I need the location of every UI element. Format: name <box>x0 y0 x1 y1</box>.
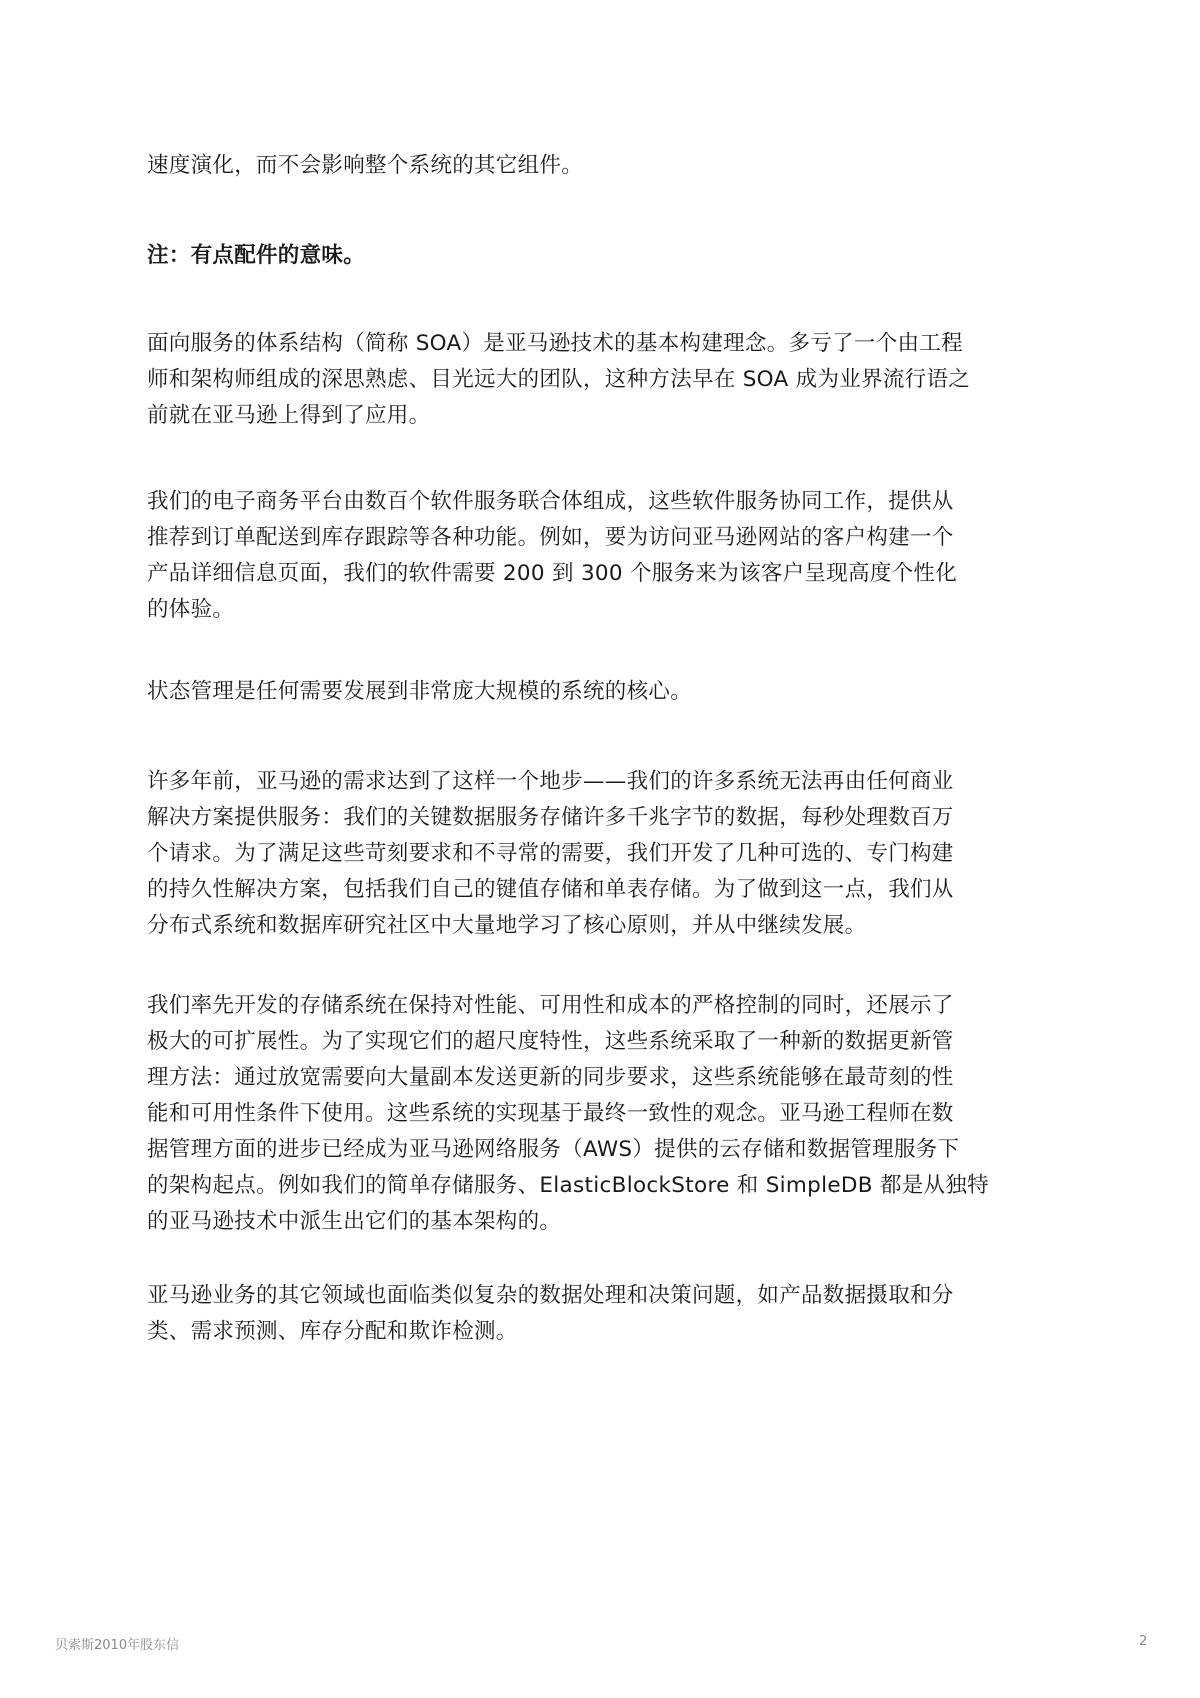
footer-page-number: 2 <box>1139 1634 1148 1649</box>
text-line: 面向服务的体系结构（简称 SOA）是亚马逊技术的基本构建理念。多亏了一个由工程 <box>147 331 963 356</box>
paragraph-soa <box>147 326 970 434</box>
paragraph-storage-needs <box>147 764 954 944</box>
text-line: 个请求。为了满足这些苛刻要求和不寻常的需要，我们开发了几种可选的、专门构建 <box>147 841 954 866</box>
text-line: 的亚马逊技术中派生出它们的基本架构的。 <box>147 1209 562 1234</box>
text-line: 的体验。 <box>147 597 235 622</box>
text-line: 产品详细信息页面，我们的软件需要 200 到 300 个服务来为该客户呈现高度个性化 <box>147 561 958 586</box>
text-line: 解决方案提供服务：我们的关键数据服务存储许多千兆字节的数据，每秒处理数百万 <box>147 805 954 830</box>
text-line: 类、需求预测、库存分配和欺诈检测。 <box>147 1319 518 1344</box>
text-line: 据管理方面的进步已经成为亚马逊网络服务（AWS）提供的云存储和数据管理服务下 <box>147 1137 960 1162</box>
text-line: 推荐到订单配送到库存跟踪等各种功能。例如，要为访问亚马逊网站的客户构建一个 <box>147 525 954 550</box>
footer-document-title: 贝索斯2010年股东信 <box>55 1638 180 1653</box>
text-line: 我们率先开发的存储系统在保持对性能、可用性和成本的严格控制的同时，还展示了 <box>147 993 954 1018</box>
text-line: 前就在亚马逊上得到了应用。 <box>147 403 431 428</box>
text-line: 亚马逊业务的其它领域也面临类似复杂的数据处理和决策问题，如产品数据摄取和分 <box>147 1283 954 1308</box>
paragraph-ecommerce-platform <box>147 484 957 628</box>
paragraph-continuation <box>147 148 583 184</box>
text-line: 的架构起点。例如我们的简单存储服务、ElasticBlockStore 和 SimpleDB 都是从独特 <box>147 1173 989 1198</box>
text-line: 能和可用性条件下使用。这些系统的实现基于最终一致性的观念。亚马逊工程师在数 <box>147 1101 954 1126</box>
paragraph-state-management <box>147 674 692 710</box>
text-line: 极大的可扩展性。为了实现它们的超尺度特性，这些系统采取了一种新的数据更新管 <box>147 1029 954 1054</box>
text-line: 分布式系统和数据库研究社区中大量地学习了核心原则，并从中继续发展。 <box>147 913 867 938</box>
text-line: 理方法：通过放宽需要向大量副本发送更新的同步要求，这些系统能够在最苛刻的性 <box>147 1065 954 1090</box>
text-line: 的持久性解决方案，包括我们自己的键值存储和单表存储。为了做到这一点，我们从 <box>147 877 954 902</box>
text-line: 许多年前，亚马逊的需求达到了这样一个地步——我们的许多系统无法再由任何商业 <box>147 769 954 794</box>
text-line: 师和架构师组成的深思熟虑、目光远大的团队，这种方法早在 SOA 成为业界流行语之 <box>147 367 971 392</box>
text-line: 速度演化，而不会影响整个系统的其它组件。 <box>147 153 584 178</box>
paragraph-storage-systems <box>147 988 989 1240</box>
note-paragraph <box>147 238 365 274</box>
text-line: 我们的电子商务平台由数百个软件服务联合体组成，这些软件服务协同工作，提供从 <box>147 489 954 514</box>
text-line: 注：有点配件的意味。 <box>147 243 366 268</box>
text-line: 状态管理是任何需要发展到非常庞大规模的系统的核心。 <box>147 679 693 704</box>
paragraph-other-areas <box>147 1278 954 1350</box>
